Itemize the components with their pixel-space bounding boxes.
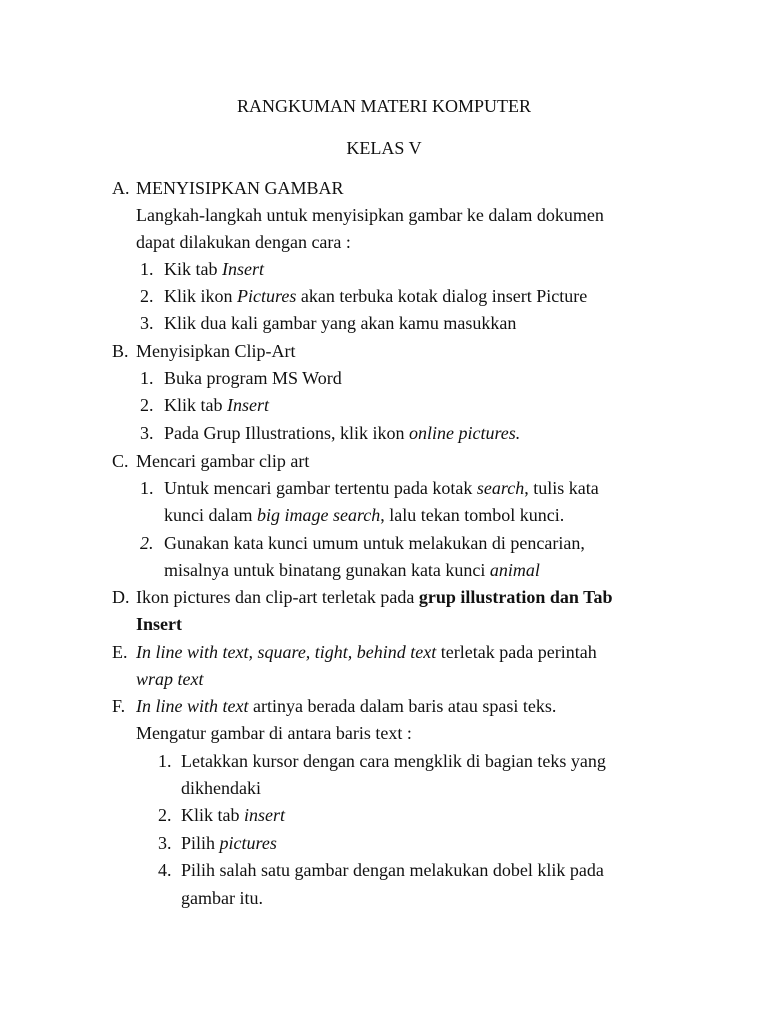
section-f-item-1-num: 1. [158, 751, 172, 771]
section-c-item-1-line-2-b: , lalu tekan tombol kunci. [380, 505, 565, 525]
section-a-item-3-num: 3. [140, 313, 154, 333]
section-a-item-3: Klik dua kali gambar yang akan kamu masukkan [164, 313, 517, 333]
section-b-item-2-italic: Insert [227, 395, 269, 415]
section-f-item-4-line-2: gambar itu. [181, 888, 263, 908]
section-e-text: terletak pada perintah [436, 642, 597, 662]
section-a-item-1-text: Kik tab [164, 259, 222, 279]
section-c-item-2-line-1: Gunakan kata kunci umum untuk melakukan di pencarian, [164, 533, 585, 553]
section-f-item-3 [181, 832, 277, 854]
section-f-item-4-num: 4. [158, 860, 172, 880]
section-c-item-1-line-2 [164, 504, 564, 526]
section-c-item-2-line-2 [164, 559, 540, 581]
section-c-item-1-line-2-a: kunci dalam [164, 505, 257, 525]
section-a-item-2 [164, 285, 587, 307]
section-b-item-3-num: 3. [140, 423, 154, 443]
section-f-item-3-num: 3. [158, 833, 172, 853]
section-f-item-3-text: Pilih [181, 833, 220, 853]
section-f-item-3-italic: pictures [219, 833, 277, 853]
section-c-item-1-line-1-a: Untuk mencari gambar tertentu pada kotak [164, 478, 477, 498]
section-f-item-2-text: Klik tab [181, 805, 244, 825]
section-c-item-1-line-1 [164, 477, 599, 499]
section-c-item-1-line-2-italic: big image search [256, 505, 381, 525]
section-c-item-1-num: 1. [140, 478, 154, 498]
section-a-item-1-num: 1. [140, 259, 154, 279]
section-d-marker: D. [112, 587, 130, 607]
section-b-heading: Menyisipkan Clip-Art [136, 341, 296, 361]
section-a-heading: MENYISIPKAN GAMBAR [136, 178, 344, 198]
section-f-item-1-line-2: dikhendaki [181, 778, 261, 798]
section-a-item-2-italic: Pictures [237, 286, 297, 306]
section-a-intro-2: dapat dilakukan dengan cara : [136, 232, 351, 252]
section-a-intro-1: Langkah-langkah untuk menyisipkan gambar ke dalam dokumen [136, 205, 604, 225]
section-b-item-3-text: Pada Grup Illustrations, klik ikon [164, 423, 409, 443]
section-f-italic: In line with text [136, 696, 249, 716]
section-c-item-1-line-1-italic: search [476, 478, 525, 498]
section-d-line-1 [136, 586, 612, 608]
section-b-item-3 [164, 422, 520, 444]
section-e-line-1 [136, 641, 597, 663]
section-b-item-2-num: 2. [140, 395, 154, 415]
section-c-item-2-num: 2. [140, 533, 154, 553]
section-c-item-2-line-2-a: misalnya untuk binatang gunakan kata kunci [164, 560, 490, 580]
section-d-bold-2: Insert [136, 614, 182, 634]
section-f-line-1 [136, 695, 556, 717]
section-b-marker: B. [112, 341, 129, 361]
section-a-item-1 [164, 258, 264, 280]
section-e-italic: In line with text, square, tight, behind text [136, 642, 437, 662]
section-f-intro: Mengatur gambar di antara baris text : [136, 723, 412, 743]
section-b-item-3-italic: online pictures. [408, 423, 521, 443]
section-f-item-2-italic: insert [244, 805, 286, 825]
section-b-item-2-text: Klik tab [164, 395, 227, 415]
section-b-item-2 [164, 394, 269, 416]
section-e-italic-2: wrap text [136, 669, 204, 689]
section-c-heading: Mencari gambar clip art [136, 451, 310, 471]
section-f-item-4-line-1: Pilih salah satu gambar dengan melakukan dobel klik pada [181, 860, 604, 880]
section-d-bold-1: grup illustration dan Tab [418, 587, 613, 607]
document-subtitle: KELAS V [346, 138, 422, 158]
section-d-text: Ikon pictures dan clip-art terletak pada [136, 587, 419, 607]
section-f-marker: F. [112, 696, 126, 716]
section-a-item-2-num: 2. [140, 286, 154, 306]
section-a-item-2-text: Klik ikon [164, 286, 238, 306]
section-a-item-2-after: akan terbuka kotak dialog insert Picture [296, 286, 588, 306]
section-b-item-1: Buka program MS Word [164, 368, 342, 388]
section-a-marker: A. [112, 178, 130, 198]
section-f-item-1-line-1: Letakkan kursor dengan cara mengklik di bagian teks yang [181, 751, 606, 771]
section-b-item-1-num: 1. [140, 368, 154, 388]
section-a-item-1-italic: Insert [222, 259, 264, 279]
document-title: RANGKUMAN MATERI KOMPUTER [236, 96, 531, 116]
section-f-item-2-num: 2. [158, 805, 172, 825]
section-e-marker: E. [112, 642, 128, 662]
section-c-item-2-line-2-italic: animal [489, 560, 540, 580]
section-f-text: artinya berada dalam baris atau spasi teks. [248, 696, 557, 716]
section-f-item-2 [181, 804, 285, 826]
section-c-marker: C. [112, 451, 129, 471]
section-c-item-1-line-1-b: , tulis kata [524, 478, 599, 498]
